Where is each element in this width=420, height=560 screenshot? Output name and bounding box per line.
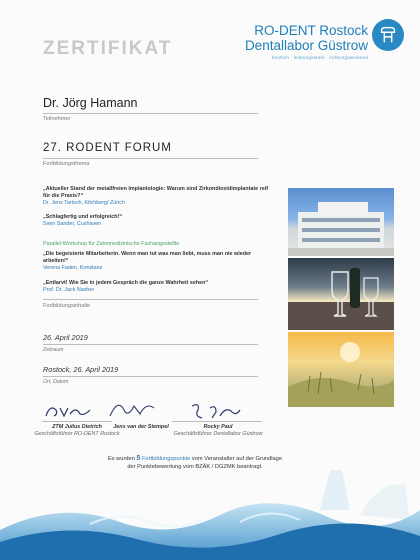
divider [43, 299, 258, 300]
logo-line-2: Dentallabor Güstrow [244, 38, 368, 53]
points-prefix: Es wurden [107, 456, 135, 462]
talk-item [43, 186, 273, 207]
water-wave-decoration [0, 460, 420, 560]
talk-speaker: Sven Sander, Cuxhaven [43, 221, 102, 227]
place-date-label: Ort, Datum [43, 379, 69, 385]
talk-item [43, 251, 273, 272]
event-label: Fortbildungsthema [43, 161, 90, 167]
signature-paul [186, 400, 244, 422]
dune-sunset-photo [288, 332, 394, 407]
signature-van-der-stempel [104, 396, 158, 422]
talk-speaker: Verena Faden, Konstanz [43, 265, 103, 271]
signatory-name: Jens van der Stempel [113, 424, 169, 430]
period-value: 26. April 2019 [43, 333, 88, 342]
tooth-logo-icon [372, 19, 404, 51]
building-photo [288, 188, 394, 256]
parallel-workshop-heading: Parallel-Workshop für Zahnmedizinische Fachangestellte [43, 241, 180, 247]
points-number: 5 [136, 455, 141, 462]
points-suffix: vom Veranstalter auf der Grundlage [191, 456, 283, 462]
talk-speaker: Dr. Jens Tartsch, Kilchberg/ Zürich [43, 200, 125, 206]
talk-title: „Aktueller Stand der metallfreien Implantologie: Warum sind Zirkondioxidimplantate reif für die Praxis?“ [43, 186, 269, 199]
talk-item [43, 280, 273, 294]
wine-glasses-photo [288, 258, 394, 330]
signature-dietrich [42, 400, 102, 422]
company-logo-text [245, 23, 368, 60]
divider [43, 113, 258, 114]
talk-title: „Die begeisterte Mitarbeiterin. Wenn man tut was man liebt, muss man nie wieder arbeiten!“ [43, 251, 252, 264]
divider [43, 376, 258, 377]
talk-title: „Schlagfertig und erfolgreich!“ [43, 214, 123, 220]
talk-item [43, 214, 273, 228]
points-highlight: Fortbildungspunkte [141, 456, 191, 462]
divider [43, 158, 258, 159]
signature-line [42, 421, 112, 422]
divider [43, 344, 258, 345]
signatory-role: Geschäftsführer Dentallabor Güstrow [173, 431, 263, 437]
signatory-name: Rocky Paul [203, 424, 233, 430]
talk-speaker: Prof. Dr. Jack Nasher [43, 287, 95, 293]
period-label: Zeitraum [43, 347, 64, 353]
certificate-title: ZERTIFIKAT [43, 38, 173, 59]
place-date-value: Rostock, 26. April 2019 [43, 365, 119, 374]
logo-tagline: herzlich · leistungsstark · richtungsweisend [271, 55, 368, 60]
signatory-role: Geschäftsführer RO-DENT Rostock [34, 431, 120, 437]
participant-name: Dr. Jörg Hamann [43, 96, 138, 110]
signature-line [172, 421, 262, 422]
participant-label: Teilnehmer [43, 116, 71, 122]
event-title: 27. RODENT FORUM [43, 142, 172, 154]
talk-title: „Entlarvt! Wie Sie in jedem Gespräch die ganze Wahrheit sehen“ [43, 280, 209, 286]
points-line-2: der Punktebewertung vom BZÄK / DGZMK beantragt. [127, 464, 263, 470]
signatory-name: ZTM Julius Dietrich [52, 424, 102, 430]
signatory-2 [108, 424, 174, 431]
signatory-3 [166, 424, 270, 438]
photo-strip [288, 188, 394, 407]
logo-line-1: RO-DENT Rostock [254, 23, 368, 38]
content-label: Fortbildungsinhalte [43, 303, 91, 309]
